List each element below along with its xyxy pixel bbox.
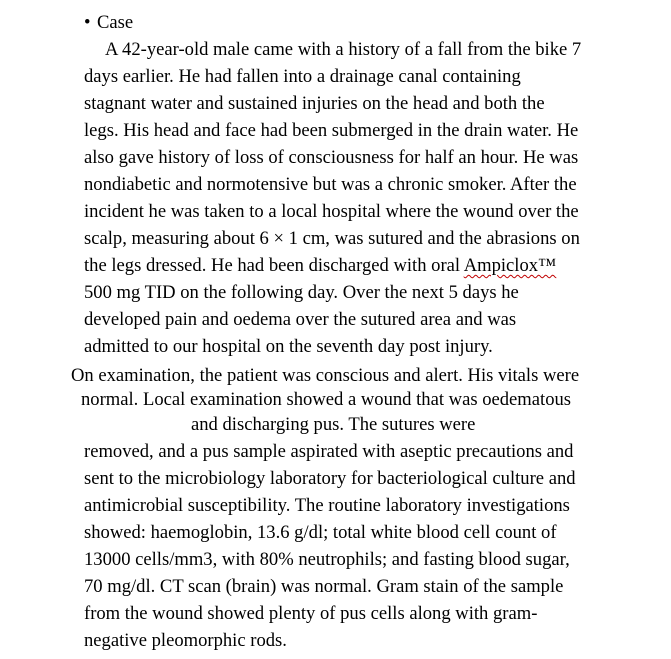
text-line: from the wound showed plenty of pus cells along with gram- <box>84 603 538 624</box>
case-heading-label: Case <box>97 12 134 33</box>
text-line: incident he was taken to a local hospital where the wound over the <box>84 201 579 222</box>
text-line: A 42-year-old male came with a history of a fall from the bike 7 <box>105 39 582 60</box>
text-line: sent to the microbiology laboratory for bacteriological culture and <box>84 468 576 489</box>
text-line: showed: haemoglobin, 13.6 g/dl; total white blood cell count of <box>84 522 557 543</box>
text-line: legs. His head and face had been submerged in the drain water. He <box>84 120 579 141</box>
text-line: scalp, measuring about 6 × 1 cm, was sutured and the abrasions on <box>84 228 580 249</box>
text-line: 13000 cells/mm3, with 80% neutrophils; and fasting blood sugar, <box>84 549 570 570</box>
text-line: admitted to our hospital on the seventh day post injury. <box>84 336 493 357</box>
text-line: On examination, the patient was conscious and alert. His vitals were <box>71 365 580 386</box>
text-line: 500 mg TID on the following day. Over the next 5 days he <box>84 282 519 303</box>
case-heading <box>84 9 133 36</box>
text-line: stagnant water and sustained injuries on the head and both the <box>84 93 545 114</box>
text-line: normal. Local examination showed a wound that was oedematous <box>81 389 572 410</box>
text-line: also gave history of loss of consciousness for half an hour. He was <box>84 147 579 168</box>
text-line: 70 mg/dl. CT scan (brain) was normal. Gram stain of the sample <box>84 576 564 597</box>
text-line: nondiabetic and normotensive but was a chronic smoker. After the <box>84 174 577 195</box>
text-line: negative pleomorphic rods. <box>84 630 287 651</box>
bullet-icon: • <box>84 12 91 33</box>
text-line: developed pain and oedema over the sutured area and was <box>84 309 517 330</box>
drug-line-text: the legs dressed. He had been discharged with oral <box>84 255 464 276</box>
text-line: and discharging pus. The sutures were <box>191 414 476 435</box>
text-line: removed, and a pus sample aspirated with aseptic precautions and <box>84 441 574 462</box>
text-line: days earlier. He had fallen into a drainage canal containing <box>84 66 521 87</box>
text-line: antimicrobial susceptibility. The routine laboratory investigations <box>84 495 570 516</box>
text-line-drug <box>84 252 556 279</box>
drug-name-spellcheck: Ampiclox™ <box>463 255 557 276</box>
